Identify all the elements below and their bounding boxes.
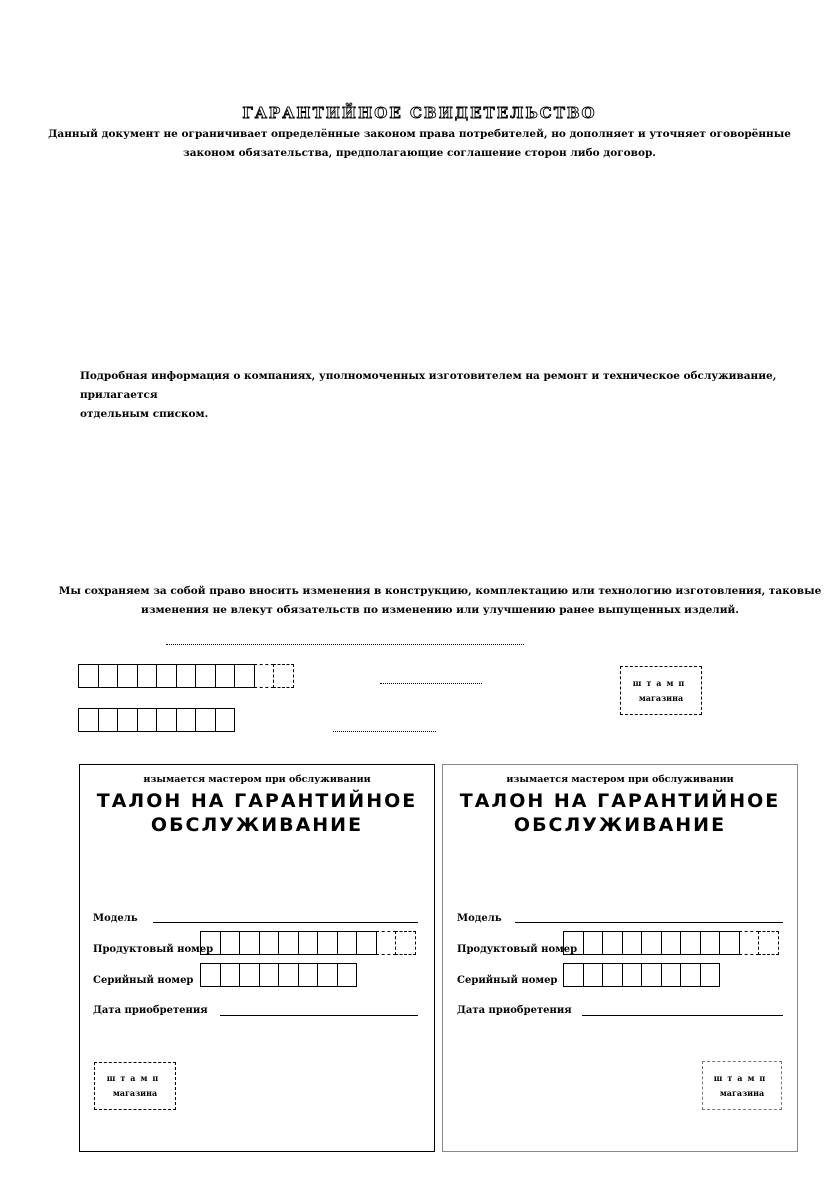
coupon-subtitle: изымается мастером при обслуживании — [143, 774, 371, 785]
digit-box[interactable] — [259, 931, 280, 955]
purchase-date-label: Дата приобретения — [93, 1005, 208, 1016]
digit-box[interactable] — [156, 664, 177, 688]
digit-box[interactable] — [98, 664, 119, 688]
stamp-label-sub: магазина — [112, 1088, 158, 1098]
digit-box[interactable] — [117, 664, 138, 688]
stamp-label: штамп — [106, 1073, 164, 1083]
digit-box-optional[interactable] — [739, 931, 760, 955]
service-info-line-2: отдельным списком. — [80, 408, 209, 420]
digit-box[interactable] — [719, 931, 740, 955]
serial-number-boxes[interactable] — [200, 963, 356, 987]
digit-box[interactable] — [317, 963, 338, 987]
digit-box[interactable] — [215, 664, 236, 688]
stamp-label: штамп — [713, 1072, 771, 1083]
digit-box[interactable] — [234, 664, 255, 688]
model-label: Модель — [93, 913, 138, 924]
digit-box-optional[interactable] — [758, 931, 779, 955]
digit-box[interactable] — [583, 963, 604, 987]
digit-box[interactable] — [337, 963, 358, 987]
purchase-date-line[interactable] — [582, 1015, 783, 1016]
coupon-title-line-1: ТАЛОН НА ГАРАНТИЙНОЕ — [96, 790, 418, 812]
digit-box[interactable] — [700, 931, 721, 955]
digit-box[interactable] — [641, 963, 662, 987]
digit-box[interactable] — [563, 963, 584, 987]
digit-box[interactable] — [98, 708, 119, 732]
stamp-label: штамп — [632, 677, 690, 688]
model-line[interactable] — [153, 922, 418, 923]
digit-box[interactable] — [298, 963, 319, 987]
digit-box[interactable] — [200, 963, 221, 987]
digit-box[interactable] — [680, 963, 701, 987]
intro-paragraph — [40, 125, 799, 163]
warranty-coupon-1 — [79, 764, 435, 1152]
coupon-title-line-2: ОБСЛУЖИВАНИЕ — [513, 814, 727, 836]
document-title: ГАРАНТИЙНОЕ СВИДЕТЕЛЬСТВО — [242, 104, 597, 122]
digit-box[interactable] — [137, 708, 158, 732]
digit-box[interactable] — [278, 963, 299, 987]
changes-line-1: Мы сохраняем за собой право вносить изменения в конструкцию, комплектацию или технологию изготовления, таковые — [58, 585, 822, 597]
digit-box[interactable] — [195, 664, 216, 688]
digit-box[interactable] — [239, 931, 260, 955]
shop-stamp-area — [94, 1062, 176, 1110]
serial-number-boxes[interactable] — [78, 708, 234, 732]
intro-line-1: Данный документ не ограничивает определённые законом права потребителей, но дополняет и уточняет оговорённые — [48, 128, 791, 140]
digit-box[interactable] — [195, 708, 216, 732]
changes-paragraph — [40, 582, 839, 620]
serial-number-label: Серийный номер — [93, 975, 194, 986]
digit-box-optional[interactable] — [273, 664, 294, 688]
digit-box[interactable] — [356, 931, 377, 955]
digit-box[interactable] — [220, 963, 241, 987]
digit-box[interactable] — [622, 963, 643, 987]
digit-box[interactable] — [602, 963, 623, 987]
digit-box-optional[interactable] — [254, 664, 275, 688]
digit-box[interactable] — [259, 963, 280, 987]
coupon-title-line-1: ТАЛОН НА ГАРАНТИЙНОЕ — [459, 790, 781, 812]
digit-box[interactable] — [661, 931, 682, 955]
digit-box[interactable] — [176, 708, 197, 732]
digit-box[interactable] — [215, 708, 236, 732]
serial-number-boxes[interactable] — [563, 963, 719, 987]
product-number-label: Продуктовый номер — [93, 944, 214, 955]
digit-box[interactable] — [220, 931, 241, 955]
digit-box[interactable] — [602, 931, 623, 955]
digit-box[interactable] — [78, 708, 99, 732]
date-fill-line[interactable] — [380, 683, 482, 684]
warranty-coupon-2 — [442, 764, 798, 1152]
digit-box-optional[interactable] — [376, 931, 397, 955]
digit-box[interactable] — [200, 931, 221, 955]
product-number-boxes[interactable] — [78, 664, 293, 688]
digit-box[interactable] — [278, 931, 299, 955]
digit-box[interactable] — [117, 708, 138, 732]
digit-box[interactable] — [337, 931, 358, 955]
model-fill-line[interactable] — [166, 644, 524, 645]
shop-stamp-area — [620, 666, 702, 715]
digit-box[interactable] — [680, 931, 701, 955]
shop-stamp-area — [702, 1061, 782, 1110]
service-info-line-1: Подробная информация о компаниях, уполномоченных изготовителем на ремонт и техническое обслуживание, прилагается — [80, 370, 777, 401]
model-label: Модель — [457, 913, 502, 924]
digit-box[interactable] — [137, 664, 158, 688]
digit-box[interactable] — [78, 664, 99, 688]
coupon-title-line-2: ОБСЛУЖИВАНИЕ — [150, 814, 364, 836]
model-line[interactable] — [515, 922, 783, 923]
digit-box[interactable] — [661, 963, 682, 987]
changes-line-2: изменения не влекут обязательств по изменению или улучшению ранее выпущенных изделий. — [141, 604, 739, 616]
coupon-title — [80, 789, 434, 837]
digit-box[interactable] — [563, 931, 584, 955]
digit-box[interactable] — [583, 931, 604, 955]
digit-box[interactable] — [622, 931, 643, 955]
digit-box[interactable] — [298, 931, 319, 955]
serial-number-label: Серийный номер — [457, 975, 558, 986]
intro-line-2: законом обязательства, предполагающие соглашение сторон либо договор. — [183, 147, 656, 159]
digit-box[interactable] — [641, 931, 662, 955]
signature-fill-line[interactable] — [333, 731, 436, 732]
digit-box-optional[interactable] — [395, 931, 416, 955]
product-number-label: Продуктовый номер — [457, 944, 578, 955]
digit-box[interactable] — [176, 664, 197, 688]
purchase-date-line[interactable] — [220, 1015, 418, 1016]
service-info-paragraph — [80, 367, 800, 424]
stamp-label-sub: магазина — [719, 1087, 765, 1098]
purchase-date-label: Дата приобретения — [457, 1005, 572, 1016]
stamp-label-sub: магазина — [638, 692, 684, 703]
product-number-boxes[interactable] — [563, 931, 778, 955]
digit-box[interactable] — [156, 708, 177, 732]
digit-box[interactable] — [239, 963, 260, 987]
digit-box[interactable] — [700, 963, 721, 987]
coupon-subtitle: изымается мастером при обслуживании — [506, 774, 734, 785]
coupon-title — [443, 789, 797, 837]
digit-box[interactable] — [317, 931, 338, 955]
product-number-boxes[interactable] — [200, 931, 415, 955]
